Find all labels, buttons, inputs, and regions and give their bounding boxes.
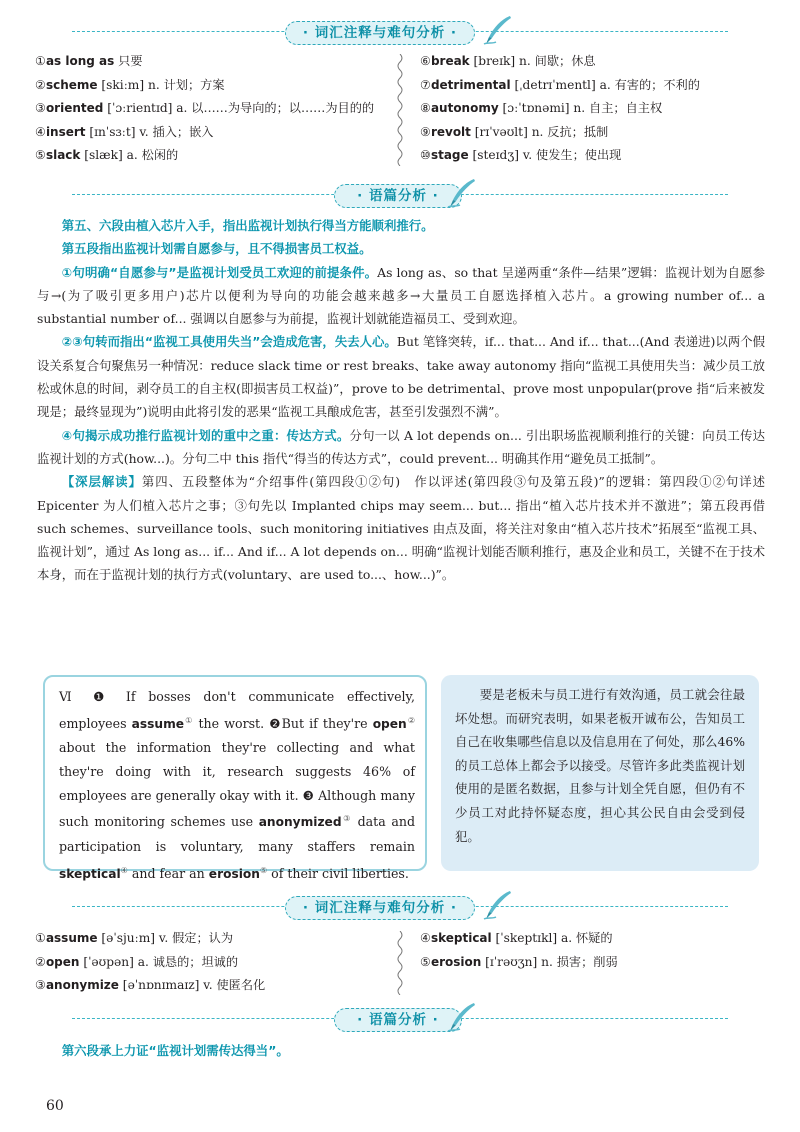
vocab-item: ④skeptical [ˈskeptɪkl] a. 怀疑的 (420, 931, 613, 945)
vocab-item: ②open [ˈəʊpən] a. 诚恳的；坦诚的 (35, 954, 239, 969)
analysis-summary: 第五、六段由植入芯片入手，指出监视计划执行得当方能顺利推行。 (61, 218, 434, 233)
vocab-list-right-2 (420, 927, 780, 974)
analysis-paragraph: ②③句转而指出“监视工具使用失当”会造成危害，失去人心。But 笔锋突转，if... that... And if... that...(And 表递进)以两个假设关系复合句聚焦另一种情况：reduce slack time or rest breaks、take away autonomy 指向“监视工具使用失当：减少员工放松或休息的时间，剥夺员工的自主权(即损害员工权益)”，prove to be detrimental、prove most unpopular(prove 指“后来被发现是；最终显现为”)说明由此将引发的恶果“监视工具酿成危害，甚至引发强烈不满”。 (37, 334, 765, 420)
translation-box (441, 675, 759, 871)
vocab-item: ⑤erosion [ɪˈrəʊʒn] n. 损害；削弱 (420, 954, 618, 969)
vocab-item: ⑤slack [slæk] a. 松闲的 (35, 148, 179, 162)
vocab-item: ②scheme [skiːm] n. 计划；方案 (35, 77, 225, 92)
analysis-paragraph: ①句明确“自愿参与”是监视计划受员工欢迎的前提条件。As long as、so that 呈递两重“条件—结果”逻辑：监视计划为自愿参与→(为了吸引更多用户)芯片以便利为导向的功能会越来越多→大量员工自愿选择植入芯片。a growing number of... a substantial number of... 强调以自愿参与为前提，监视计划就能造福员工、受到欢迎。 (37, 264, 765, 327)
quill-pen-icon (480, 888, 514, 922)
paragraph-number: Ⅵ (59, 689, 81, 704)
passage-banner-2 (0, 1004, 800, 1034)
vocab-item: ⑥break [breɪk] n. 间歇；休息 (420, 54, 596, 68)
quill-pen-icon (444, 176, 478, 210)
vocab-item: ①assume [əˈsjuːm] v. 假定；认为 (35, 931, 234, 945)
passage-analysis (37, 214, 765, 587)
vocab-item: ③anonymize [əˈnɒnɪmaɪz] v. 使匿名化 (35, 978, 266, 992)
quill-pen-icon (480, 13, 514, 47)
banner-title: · 词汇注释与难句分析 · (285, 896, 475, 920)
english-passage-box: Ⅵ ❶ If bosses don't communicate effectively, employees assume① the worst. ❷But if they're open② about the information they're collecting and what they're doing with it, research suggests 46% of employees are generally okay with it. ❸ Although many such monitoring schemes use anonymized③ data and participation is voluntary, many staffers remain skeptical④ and fear an erosion⑤ of their civil liberties. (43, 675, 427, 871)
vocab-item: ⑨revolt [rɪˈvəʊlt] n. 反抗；抵制 (420, 124, 609, 139)
analysis-summary: 第五段指出监视计划需自愿参与，且不得损害员工权益。 (61, 241, 372, 257)
vocab-item: ⑩stage [steɪdʒ] v. 使发生；使出现 (420, 148, 622, 162)
quill-pen-icon (444, 1000, 478, 1034)
banner-title: · 语篇分析 · (334, 1008, 462, 1032)
passage-banner-1 (0, 180, 800, 210)
vocab-item: ③oriented [ˈɔːrientɪd] a. 以……为导向的；以……为目的的 (35, 101, 375, 115)
translation-text: 要是老板未与员工进行有效沟通，员工就会往最坏处想。而研究表明，如果老板开诚布公，告知员工自己在收集哪些信息以及信息用在了何处，那么46%的员工总体上都会予以接受。尽管许多此类监视计划使用的是匿名数据，且参与计划全凭自愿，但仍有不少员工对此持怀疑态度，担心其公民自由会受到侵犯。 (455, 687, 745, 844)
banner-title: · 词汇注释与难句分析 · (285, 21, 475, 45)
vocab-list-left (35, 50, 385, 168)
column-divider (395, 931, 405, 995)
page-number: 60 (46, 1098, 64, 1114)
vocab-banner-1 (0, 17, 800, 47)
vocab-list-left-2 (35, 927, 385, 998)
vocab-item: ⑦detrimental [ˌdetrɪˈmentl] a. 有害的；不利的 (420, 77, 700, 92)
deep-reading: 【深层解读】第四、五段整体为“介绍事件(第四段①②句) 作以评述(第四段③句及第五段)”的逻辑：第四段①②句详述 Epicenter 为人们植入芯片之事；③句先以 Implanted chips may seem... but... 指出“植入芯片技术并不激进”；第五段再借 such schemes、surveillance tools、such monitoring initiatives 由点及面，将关注对象由“植入芯片技术”拓展至“监视工具、监视计划”，通过 As long as... if... And if... A lot depends on... 明确“监视计划能否顺利推行，惠及企业和员工，关键不在于技术本身，而在于监视计划的执行方式(voluntary、are used to...、how...)”。 (37, 474, 765, 583)
passage-analysis-2 (37, 1039, 765, 1062)
vocab-item: ⑧autonomy [ɔːˈtɒnəmi] n. 自主；自主权 (420, 101, 663, 115)
analysis-summary: 第六段承上力证“监视计划需传达得当”。 (61, 1043, 289, 1058)
analysis-paragraph: ④句揭示成功推行监视计划的重中之重：传达方式。分句一以 A lot depends on... 引出职场监视顺利推行的关键：向员工传达监视计划的方式(how...)。分句二中 this 指代“得当的传达方式”，could prevent... 明确其作用“避免员工抵制”。 (37, 427, 765, 466)
banner-title: · 语篇分析 · (334, 184, 462, 208)
column-divider (395, 54, 405, 166)
vocab-list-right (420, 50, 780, 168)
vocab-item: ①as long as 只要 (35, 54, 143, 68)
vocab-item: ④insert [ɪnˈsɜːt] v. 插入；嵌入 (35, 124, 214, 139)
vocab-banner-2 (0, 892, 800, 922)
